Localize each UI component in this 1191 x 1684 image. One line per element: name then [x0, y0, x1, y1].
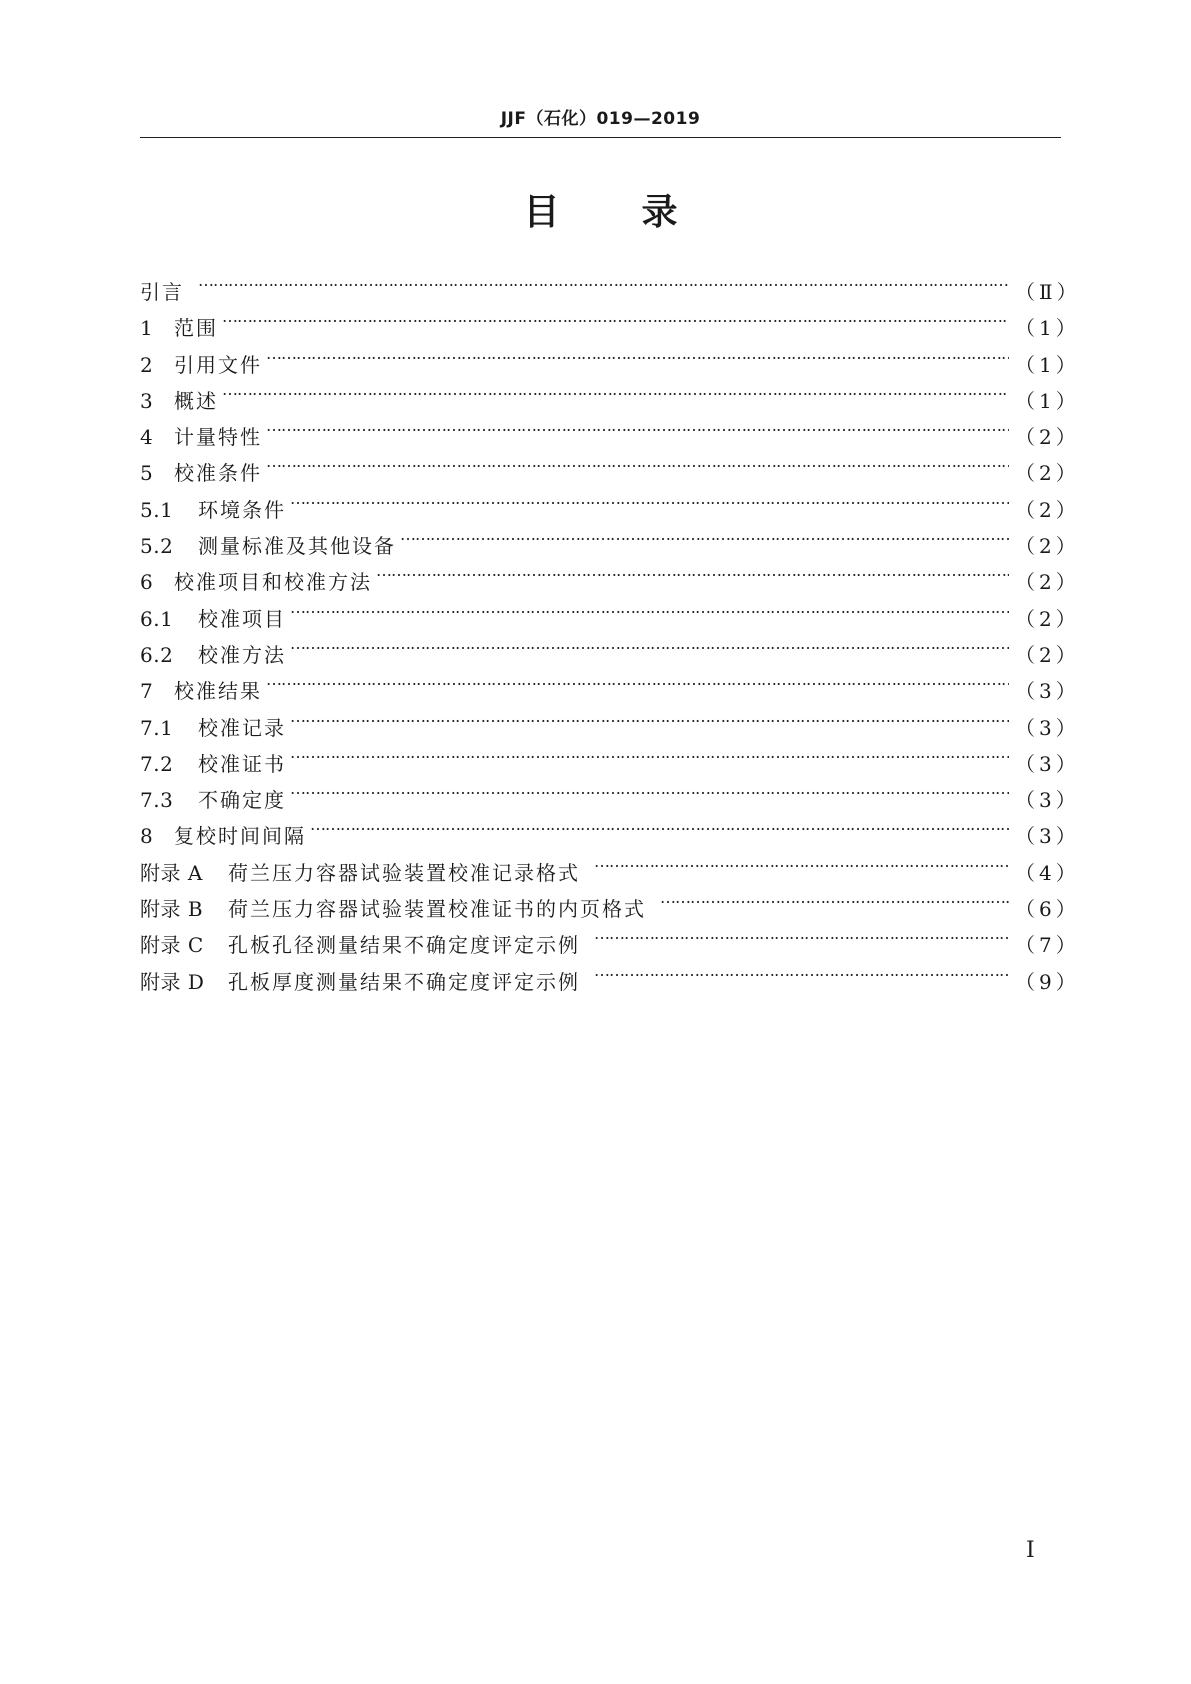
toc-entry-number: 附录 B [140, 897, 204, 922]
page-number: Ⅰ [1026, 1538, 1035, 1563]
toc-entry-label: 校准方法 [198, 642, 286, 667]
toc-entry-page: （6） [1015, 897, 1080, 922]
toc-entry-label: 孔板孔径测量结果不确定度评定示例 [228, 933, 580, 958]
toc-leader-dots [594, 916, 1009, 952]
page-title [140, 184, 1061, 235]
toc-entry-page: （1） [1015, 388, 1080, 413]
toc-leader-dots [594, 844, 1009, 880]
toc-entry-page: （2） [1015, 461, 1080, 486]
toc-entry-page: （7） [1015, 933, 1080, 958]
toc-entry-label: 校准项目和校准方法 [174, 570, 372, 595]
toc-entry-number: 附录 D [140, 969, 205, 994]
toc-entry-page: （2） [1015, 534, 1080, 559]
toc-entry-label: 孔板厚度测量结果不确定度评定示例 [228, 969, 580, 994]
toc-entry-page: （1） [1015, 352, 1080, 377]
toc-entry-number: 4 [140, 425, 154, 450]
toc-entry[interactable] [140, 408, 1080, 450]
toc-leader-dots [266, 408, 1009, 444]
toc-entry-label: 引言 [140, 280, 184, 304]
toc-leader-dots [290, 481, 1009, 517]
toc-entry-label: 校准条件 [174, 461, 262, 486]
toc-entry-number: 6.2 [140, 642, 174, 667]
toc-entry-page: （9） [1015, 969, 1080, 994]
header-divider [140, 137, 1061, 138]
toc-leader-dots [290, 771, 1009, 807]
toc-entry[interactable] [140, 662, 1080, 704]
toc-entry-number: 5.2 [140, 534, 174, 559]
toc-leader-dots [594, 953, 1009, 989]
toc-entry[interactable] [140, 336, 1080, 377]
toc-entry-number: 1 [140, 316, 154, 341]
toc-entry-number: 5 [140, 461, 154, 486]
toc-entry-page: （4） [1015, 860, 1080, 885]
toc-entry-number: 8 [140, 824, 154, 849]
title-char-2: 录 [641, 192, 678, 233]
toc-leader-dots [266, 662, 1009, 698]
toc-entry-label: 校准记录 [198, 715, 286, 740]
title-char-1: 目 [523, 192, 560, 233]
toc-entry-page: （3） [1015, 788, 1080, 813]
toc-entry[interactable] [140, 444, 1080, 486]
toc-entry-label: 校准证书 [198, 751, 286, 776]
toc-leader-dots [376, 553, 1009, 589]
toc-entry-number: 7.3 [140, 788, 174, 813]
toc-leader-dots [290, 626, 1009, 662]
toc-leader-dots [266, 444, 1009, 480]
toc-entry-label: 引用文件 [174, 352, 262, 377]
toc-entry[interactable] [140, 372, 1080, 413]
toc-entry-number: 附录 C [140, 933, 204, 958]
toc-entry-label: 荷兰压力容器试验装置校准证书的内页格式 [228, 897, 646, 922]
toc-entry-page: （Ⅱ） [1015, 280, 1081, 304]
toc-entry-label: 荷兰压力容器试验装置校准记录格式 [228, 860, 580, 885]
toc-entry-page: （1） [1015, 316, 1080, 341]
toc-entry[interactable] [140, 299, 1080, 341]
toc-entry-label: 概述 [174, 388, 218, 413]
toc-entry-number: 附录 A [140, 860, 203, 885]
toc-entry-label: 校准项目 [198, 606, 286, 631]
toc-entry-number: 7.1 [140, 715, 174, 740]
toc-leader-dots [290, 735, 1009, 771]
toc-entry[interactable] [140, 263, 1081, 304]
toc-leader-dots [290, 590, 1009, 626]
toc-entry-label: 不确定度 [198, 788, 286, 813]
toc-entry-page: （2） [1015, 425, 1080, 450]
toc-entry-label: 范围 [174, 316, 218, 341]
toc-entry-page: （3） [1015, 751, 1080, 776]
toc-entry-number: 6.1 [140, 606, 174, 631]
toc-entry-page: （2） [1015, 642, 1080, 667]
toc-entry-label: 复校时间间隔 [174, 824, 306, 849]
toc-entry-number: 5.1 [140, 497, 174, 522]
toc-leader-dots [198, 263, 1009, 299]
toc-leader-dots [290, 699, 1009, 735]
toc-entry-label: 计量特性 [174, 425, 262, 450]
toc-entry[interactable] [140, 481, 1080, 522]
toc-leader-dots [222, 299, 1009, 335]
toc-entry-number: 6 [140, 570, 154, 595]
toc-leader-dots [222, 372, 1009, 408]
toc-entry-label: 校准结果 [174, 679, 262, 704]
toc-leader-dots [266, 336, 1009, 372]
document-code-header: JJF（石化）019—2019 [500, 109, 701, 129]
toc-entry-page: （2） [1015, 570, 1080, 595]
toc-entry[interactable] [140, 699, 1080, 740]
toc-entry-label: 测量标准及其他设备 [198, 534, 396, 559]
toc-leader-dots [660, 880, 1009, 916]
toc-entry-page: （2） [1015, 497, 1080, 522]
toc-entry-label: 环境条件 [198, 497, 286, 522]
toc-entry-number: 3 [140, 388, 154, 413]
table-of-contents [140, 263, 1081, 994]
toc-entry-page: （3） [1015, 824, 1080, 849]
toc-leader-dots [400, 517, 1009, 553]
toc-entry-page: （2） [1015, 606, 1080, 631]
toc-leader-dots [310, 807, 1009, 843]
toc-entry-number: 7 [140, 679, 154, 704]
toc-entry-number: 7.2 [140, 751, 174, 776]
toc-entry-page: （3） [1015, 715, 1080, 740]
toc-entry-number: 2 [140, 352, 154, 377]
toc-entry-page: （3） [1015, 679, 1080, 704]
